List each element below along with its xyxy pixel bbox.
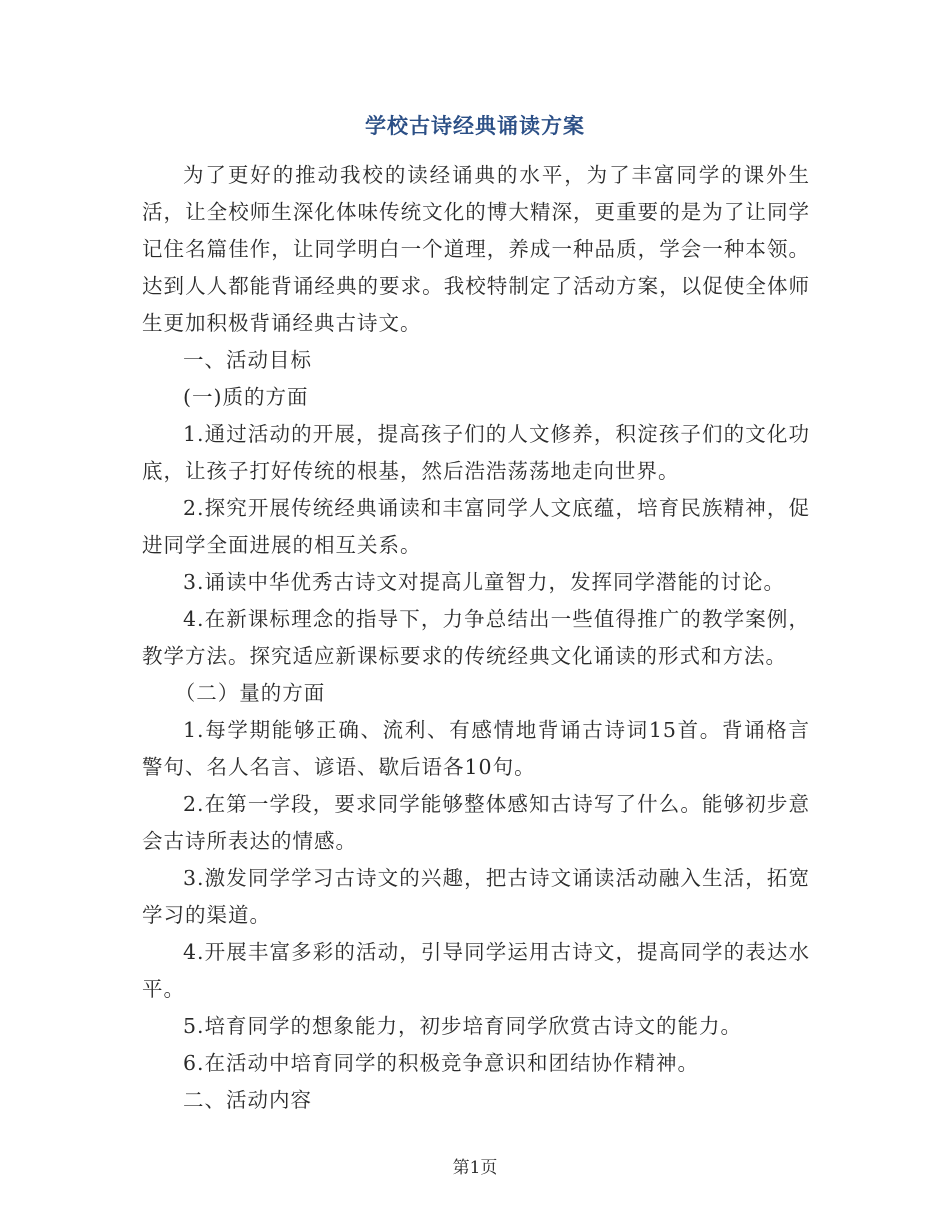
list-item: 1.每学期能够正确、流利、有感情地背诵古诗词15首。背诵格言警句、名人名言、谚语、歇后语各10句。 — [142, 718, 810, 779]
list-item: 4.在新课标理念的指导下，力争总结出一些值得推广的教学案例，教学方法。探究适应新课标要求的传统经典文化诵读的形式和方法。 — [142, 607, 810, 668]
subheading-quantity: （二）量的方面 — [174, 681, 326, 705]
list-item: 2.探究开展传统经典诵读和丰富同学人文底蕴，培育民族精神，促进同学全面进展的相互关系。 — [142, 496, 810, 557]
document-body — [142, 157, 810, 1119]
paragraph-intro: 为了更好的推动我校的读经诵典的水平，为了丰富同学的课外生活，让全校师生深化体味传统文化的博大精深，更重要的是为了让同学记住名篇佳作，让同学明白一个道理，养成一种品质，学会一种本领。达到人人都能背诵经典的要求。我校特制定了活动方案，以促使全体师生更加积极背诵经典古诗文。 — [142, 163, 810, 335]
list-item: 1.通过活动的开展，提高孩子们的人文修养，积淀孩子们的文化功底，让孩子打好传统的根基，然后浩浩荡荡地走向世界。 — [142, 422, 810, 483]
list-item: 2.在第一学段，要求同学能够整体感知古诗写了什么。能够初步意会古诗所表达的情感。 — [142, 792, 810, 853]
heading-activity-content: 二、活动内容 — [183, 1088, 312, 1112]
list-item: 3.诵读中华优秀古诗文对提高儿童智力，发挥同学潜能的讨论。 — [183, 570, 786, 594]
document-title: 学校古诗经典诵读方案 — [365, 113, 585, 138]
list-item: 3.激发同学学习古诗文的兴趣，把古诗文诵读活动融入生活，拓宽学习的渠道。 — [142, 866, 810, 927]
list-item: 6.在活动中培育同学的积极竞争意识和团结协作精神。 — [183, 1051, 700, 1075]
heading-activity-goals: 一、活动目标 — [183, 348, 312, 372]
subheading-quality: (一)质的方面 — [183, 385, 309, 409]
list-item: 5.培育同学的想象能力，初步培育同学欣赏古诗文的能力。 — [183, 1014, 743, 1038]
page-number: 第1页 — [452, 1158, 498, 1178]
list-item: 4.开展丰富多彩的活动，引导同学运用古诗文，提高同学的表达水平。 — [142, 940, 810, 1001]
